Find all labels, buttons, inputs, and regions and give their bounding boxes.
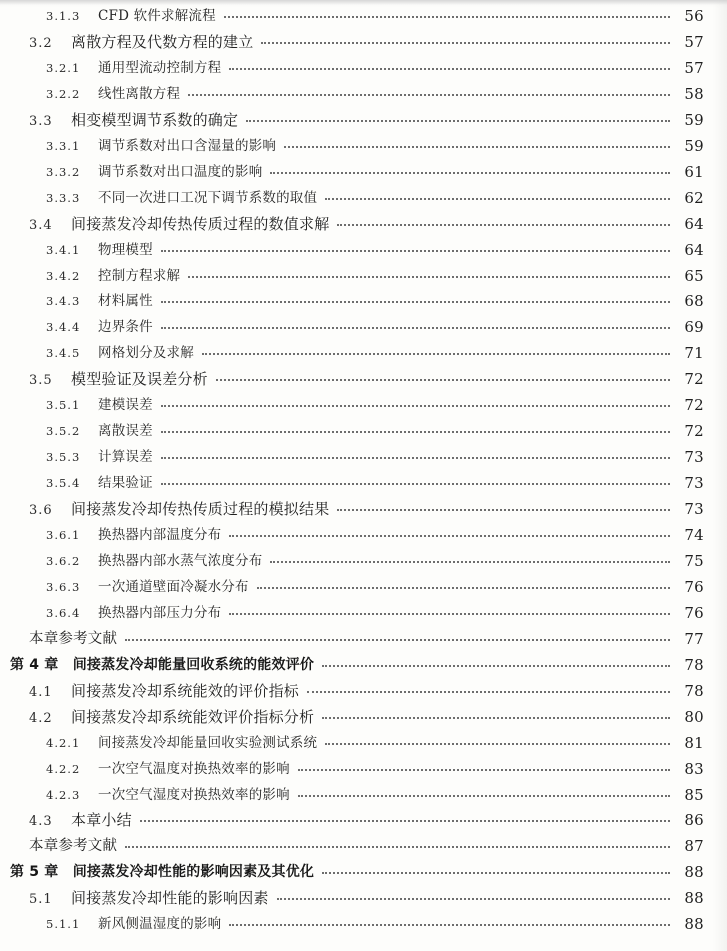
toc-entry-title: 第 5 章 间接蒸发冷却性能的影响因素及其优化: [10, 864, 315, 881]
toc-entry-title: 间接蒸发冷却系统能效评价指标分析: [71, 707, 315, 726]
toc-entry-label: [29, 500, 329, 520]
toc-leader-dots: [322, 717, 670, 719]
toc-page-number: 71: [684, 344, 704, 363]
toc-entry-label: [46, 344, 194, 362]
toc-entry-number: 4.3: [29, 814, 53, 830]
toc-entry-number: 3.6.1: [46, 528, 81, 542]
toc-leader-dots: [325, 198, 670, 200]
toc-entry-label: [29, 215, 329, 235]
toc-entry-title: 材料属性: [98, 293, 153, 310]
toc-leader-dots: [216, 379, 670, 381]
toc-entry-label: [46, 292, 153, 310]
toc-entry-title: CFD 软件求解流程: [98, 8, 216, 24]
toc-entry[interactable]: [0, 135, 727, 161]
toc-entry-label: [29, 33, 253, 53]
toc-entry-number: 4.2.3: [46, 787, 81, 802]
toc-page-number: 75: [684, 551, 704, 570]
toc-entry[interactable]: [0, 83, 727, 109]
toc-leader-dots: [246, 120, 670, 122]
toc-entry-number: 3.3.2: [46, 164, 81, 179]
toc-entry[interactable]: [0, 550, 727, 576]
toc-entry-title: 第 4 章 间接蒸发冷却能量回收系统的能效评价: [10, 656, 315, 673]
toc-entry-title: 本章小结: [71, 811, 132, 830]
toc-page-number: 87: [684, 837, 704, 856]
toc-entry[interactable]: [0, 213, 727, 239]
toc-entry-number: 5.1.1: [46, 917, 81, 932]
toc-entry-title: 模型验证及误差分析: [71, 370, 208, 389]
toc-entry-label: [46, 915, 221, 933]
toc-entry-label: [29, 630, 117, 648]
toc-entry[interactable]: [0, 57, 727, 83]
toc-leader-dots: [337, 509, 670, 511]
toc-entry-label: [10, 863, 314, 881]
toc-entry[interactable]: [0, 628, 727, 654]
toc-entry-title: 控制方程求解: [98, 267, 181, 284]
toc-page-number: 77: [684, 629, 704, 648]
toc-page-number: 74: [684, 526, 704, 544]
toc-leader-dots: [325, 743, 670, 745]
toc-entry-title: 本章参考文献: [29, 838, 118, 855]
toc-page-number: 57: [684, 58, 704, 77]
toc-page-number: 59: [684, 110, 704, 129]
toc-entry-label: [29, 837, 117, 855]
toc-entry-title: 换热器内部压力分布: [98, 604, 222, 621]
toc-entry[interactable]: [0, 368, 727, 394]
toc-entry-label: [46, 604, 221, 622]
toc-entry[interactable]: [0, 290, 727, 316]
toc-leader-dots: [270, 561, 670, 563]
toc-entry[interactable]: [0, 861, 727, 887]
toc-leader-dots: [161, 483, 670, 485]
toc-entry-title: 一次空气温度对换热效率的影响: [98, 760, 290, 777]
toc-entry-label: [29, 811, 132, 831]
toc-entry-label: [46, 422, 153, 440]
toc-entry[interactable]: [0, 498, 727, 524]
toc-entry-number: 3.4: [29, 217, 53, 233]
toc-entry-title: 通用型流动控制方程: [98, 59, 222, 76]
toc-leader-dots: [140, 820, 670, 822]
toc-leader-dots: [125, 639, 670, 641]
toc-entry-label: [46, 396, 153, 414]
toc-entry[interactable]: [0, 732, 727, 758]
toc-entry-label: [29, 111, 238, 131]
toc-entry-title: 网格划分及求解: [98, 345, 194, 362]
toc-entry-title: 间接蒸发冷却性能的影响因素: [71, 889, 269, 908]
toc-entry-title: 本章参考文献: [29, 630, 118, 647]
toc-entry[interactable]: [0, 109, 727, 135]
toc-entry[interactable]: [0, 316, 727, 342]
toc-entry-title: 建模误差: [98, 397, 153, 414]
toc-entry-label: [46, 189, 317, 207]
toc-entry-number: 3.2: [29, 35, 53, 51]
toc-entry-number: 3.5.4: [46, 476, 81, 491]
toc-leader-dots: [284, 146, 670, 148]
toc-page-number: 73: [684, 500, 704, 519]
toc-entry-label: [46, 241, 153, 259]
toc-entry[interactable]: [0, 265, 727, 291]
toc-page-number: 76: [684, 603, 704, 622]
toc-entry-title: 换热器内部温度分布: [98, 527, 222, 543]
toc-entry-label: [46, 267, 180, 285]
toc-entry-label: [46, 760, 290, 778]
toc-entry-title: 计算误差: [98, 449, 153, 466]
toc-page-number: 69: [684, 318, 704, 337]
toc-page-number: 80: [684, 707, 704, 726]
toc-entry-number: 3.5.3: [46, 450, 81, 465]
toc-entry-number: 3.4.2: [46, 268, 81, 283]
toc-page-number: 78: [684, 655, 704, 674]
toc-leader-dots: [161, 250, 670, 252]
toc-entry-number: 4.2: [29, 710, 53, 726]
toc-entry-title: 离散误差: [98, 423, 153, 440]
toc-page-number: 76: [684, 577, 704, 596]
toc-entry[interactable]: [0, 420, 727, 446]
toc-leader-dots: [161, 457, 670, 459]
toc-entry-number: 4.2.1: [46, 735, 81, 750]
toc-page-number: 58: [684, 84, 704, 103]
toc-leader-dots: [161, 327, 670, 329]
toc-entry-number: 3.5: [29, 373, 53, 389]
toc-leader-dots: [229, 613, 670, 615]
toc-leader-dots: [125, 846, 670, 848]
toc-entry-title: 相变模型调节系数的确定: [71, 110, 239, 129]
toc-entry-number: 3.3.1: [46, 138, 81, 153]
toc-page-number: 78: [684, 681, 704, 700]
toc-entry-number: 3.2.2: [46, 86, 81, 101]
toc-leader-dots: [257, 587, 670, 589]
toc-page-number: 57: [684, 32, 704, 51]
toc-entry-label: [10, 656, 314, 674]
toc-entry-label: [46, 526, 221, 544]
toc-entry[interactable]: [0, 835, 727, 861]
toc-entry-title: 换热器内部水蒸气浓度分布: [98, 552, 263, 569]
toc-entry-number: 3.6: [29, 503, 53, 519]
toc-entry[interactable]: [0, 576, 727, 602]
toc-page-number: 64: [684, 240, 704, 259]
toc-page-number: 72: [684, 370, 704, 389]
toc-leader-dots: [270, 172, 670, 174]
toc-entry-label: [29, 682, 299, 702]
toc-leader-dots: [298, 769, 670, 771]
toc-entry-label: [29, 889, 269, 909]
toc-entry-number: 3.4.3: [46, 294, 81, 309]
toc-page-number: 88: [684, 915, 704, 934]
toc-leader-dots: [298, 795, 670, 797]
toc-entry-title: 离散方程及代数方程的建立: [71, 32, 254, 51]
toc-leader-dots: [337, 224, 670, 226]
toc-entry-title: 物理模型: [98, 241, 153, 258]
toc-leader-dots: [188, 94, 670, 96]
toc-entry-number: 3.3.3: [46, 190, 81, 205]
toc-page-number: 85: [684, 785, 704, 804]
toc-page-number: 73: [684, 448, 704, 467]
toc-page-number: 61: [684, 162, 704, 181]
toc-entry-number: 5.1: [29, 892, 53, 908]
toc-entry-label: [46, 552, 262, 570]
toc-entry-number: 3.4.4: [46, 320, 81, 335]
toc-leader-dots: [261, 42, 670, 44]
toc-entry[interactable]: [0, 187, 727, 213]
toc-page-number: 56: [684, 7, 704, 25]
toc-page-number: 65: [684, 266, 704, 285]
toc-entry[interactable]: [0, 394, 727, 420]
toc-entry-label: [46, 448, 153, 466]
toc-page-number: 72: [684, 422, 704, 441]
toc-entry-number: 3.6.4: [46, 605, 81, 620]
toc-entry[interactable]: [0, 446, 727, 472]
toc-entry-label: [46, 786, 290, 804]
toc-entry-number: 3.1.3: [46, 9, 81, 23]
toc-page-number: 64: [684, 214, 704, 233]
toc-page-number: 88: [684, 889, 704, 908]
toc-entry-title: 线性离散方程: [98, 85, 181, 102]
toc-leader-dots: [161, 405, 670, 407]
toc-entry-label: [46, 578, 249, 596]
toc-entry-label: [46, 474, 153, 492]
toc-entry-number: 3.5.1: [46, 398, 81, 413]
toc-entry[interactable]: [0, 31, 727, 57]
toc-page-number: 62: [684, 188, 704, 207]
toc-entry[interactable]: [0, 654, 727, 680]
toc-entry-label: [46, 734, 317, 752]
toc-page-number: 86: [684, 811, 704, 830]
toc-entry-label: [29, 708, 314, 728]
toc-entry[interactable]: [0, 239, 727, 265]
toc-leader-dots: [229, 924, 670, 926]
toc-entry-title: 间接蒸发冷却传热传质过程的数值求解: [71, 214, 330, 233]
toc-entry[interactable]: [0, 524, 727, 550]
toc-leader-dots: [202, 353, 670, 355]
toc-entry[interactable]: [0, 887, 727, 913]
toc-page-number: 73: [684, 474, 704, 493]
toc-entry-title: 调节系数对出口含湿量的影响: [98, 137, 277, 154]
toc-entry-number: 3.4.5: [46, 346, 81, 361]
toc-entry-title: 调节系数对出口温度的影响: [98, 163, 263, 180]
toc-entry-title: 不同一次进口工况下调节系数的取值: [98, 189, 318, 206]
toc-entry-label: [46, 137, 276, 155]
toc-entry[interactable]: [0, 784, 727, 810]
toc-leader-dots: [188, 276, 670, 278]
toc-entry[interactable]: [0, 758, 727, 784]
toc-entry-number: 3.5.2: [46, 424, 81, 439]
toc-entry-title: 间接蒸发冷却传热传质过程的模拟结果: [71, 500, 330, 519]
toc-entry-label: [46, 318, 153, 336]
toc-entry-number: 3.3: [29, 113, 53, 129]
toc-page-number: 83: [684, 759, 704, 778]
toc-entry[interactable]: [0, 472, 727, 498]
toc-leader-dots: [229, 68, 670, 70]
toc-entry-label: [46, 7, 216, 25]
toc-page-number: 59: [684, 136, 704, 155]
toc-page-number: 72: [684, 396, 704, 415]
toc-entry-number: 4.2.2: [46, 761, 81, 776]
toc-entry[interactable]: [0, 602, 727, 628]
toc-entry-title: 间接蒸发冷却系统能效的评价指标: [71, 681, 300, 700]
toc-entry-number: 3.6.3: [46, 579, 81, 594]
toc-entry-number: 4.1: [29, 684, 53, 700]
toc-leader-dots: [161, 431, 670, 433]
toc-entry-title: 一次空气湿度对换热效率的影响: [98, 786, 290, 803]
toc-entry-number: 3.2.1: [46, 60, 81, 75]
toc-leader-dots: [322, 665, 670, 667]
toc-entry[interactable]: [0, 809, 727, 835]
toc-entry-label: [46, 163, 262, 181]
toc-entry[interactable]: [0, 706, 727, 732]
toc-entry[interactable]: [0, 5, 727, 31]
toc-entry[interactable]: [0, 913, 727, 939]
toc-entry-label: [29, 370, 208, 390]
toc-entry-title: 间接蒸发冷却能量回收实验测试系统: [98, 734, 318, 751]
toc-entry-title: 新风侧温湿度的影响: [98, 916, 222, 933]
toc-leader-dots: [161, 301, 670, 303]
toc-entry-number: 3.6.2: [46, 553, 81, 568]
toc-entry-number: 3.4.1: [46, 242, 81, 257]
toc-entry-label: [46, 59, 221, 77]
toc-leader-dots: [277, 898, 670, 900]
toc-leader-dots: [229, 535, 670, 537]
toc-entry[interactable]: [0, 342, 727, 368]
toc-leader-dots: [224, 16, 670, 18]
toc-entry-title: 一次通道壁面冷凝水分布: [98, 578, 249, 595]
toc-page-number: 81: [684, 733, 704, 752]
toc-page-number: 68: [684, 292, 704, 311]
toc-entry-title: 结果验证: [98, 475, 153, 492]
toc-entry-label: [46, 85, 180, 103]
toc-leader-dots: [307, 691, 670, 693]
toc-entry-title: 边界条件: [98, 319, 153, 336]
toc-page-number: 88: [684, 863, 704, 882]
toc-leader-dots: [322, 872, 670, 874]
toc-entry[interactable]: [0, 161, 727, 187]
toc-entry[interactable]: [0, 680, 727, 706]
